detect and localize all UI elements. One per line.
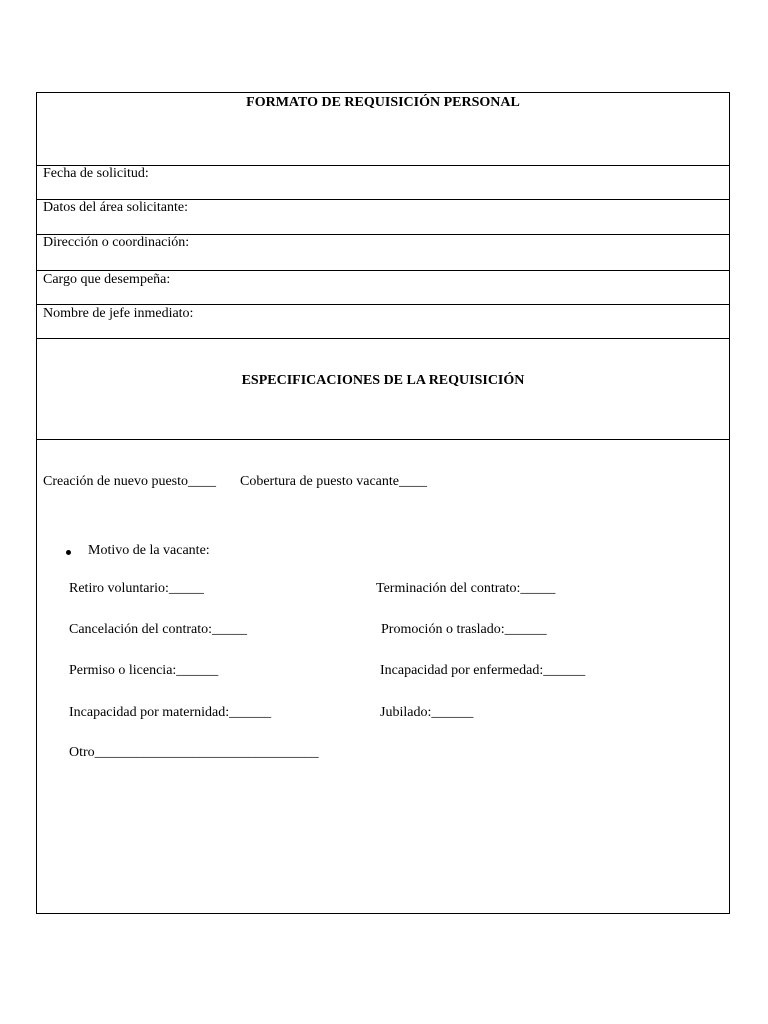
coverage-option: Cobertura de puesto vacante____ — [240, 474, 427, 489]
field-label-cargo: Cargo que desempeña: — [43, 272, 171, 287]
motive-permiso: Permiso o licencia:______ — [69, 663, 219, 678]
motive-label: Motivo de la vacante: — [88, 543, 210, 558]
field-label-jefe: Nombre de jefe inmediato: — [43, 306, 194, 321]
field-label-fecha: Fecha de solicitud: — [43, 166, 149, 181]
motive-retiro: Retiro voluntario:_____ — [69, 581, 204, 596]
motive-jubilado: Jubilado:______ — [380, 705, 474, 720]
field-row-direccion — [37, 235, 729, 271]
title-row — [37, 93, 729, 166]
form-title: FORMATO DE REQUISICIÓN PERSONAL — [246, 95, 520, 110]
motive-cancelacion: Cancelación del contrato:_____ — [69, 622, 248, 637]
motive-promocion: Promoción o traslado:______ — [381, 622, 547, 637]
field-row-area — [37, 200, 729, 235]
field-label-direccion: Dirección o coordinación: — [43, 235, 190, 250]
bullet-icon — [66, 550, 71, 555]
field-label-area: Datos del área solicitante: — [43, 200, 188, 215]
field-row-fecha — [37, 166, 729, 200]
motive-terminacion: Terminación del contrato:_____ — [376, 581, 556, 596]
section-title: ESPECIFICACIONES DE LA REQUISICIÓN — [241, 373, 525, 388]
motive-incapacidad-maternidad: Incapacidad por maternidad:______ — [69, 705, 272, 720]
field-row-jefe — [37, 305, 729, 339]
field-row-cargo — [37, 271, 729, 305]
motive-incapacidad-enfermedad: Incapacidad por enfermedad:______ — [380, 663, 586, 678]
motive-otro: Otro________________________________ — [69, 745, 319, 760]
section-title-row — [37, 339, 729, 440]
creation-option: Creación de nuevo puesto____ — [43, 474, 217, 489]
requisition-form — [36, 92, 730, 914]
